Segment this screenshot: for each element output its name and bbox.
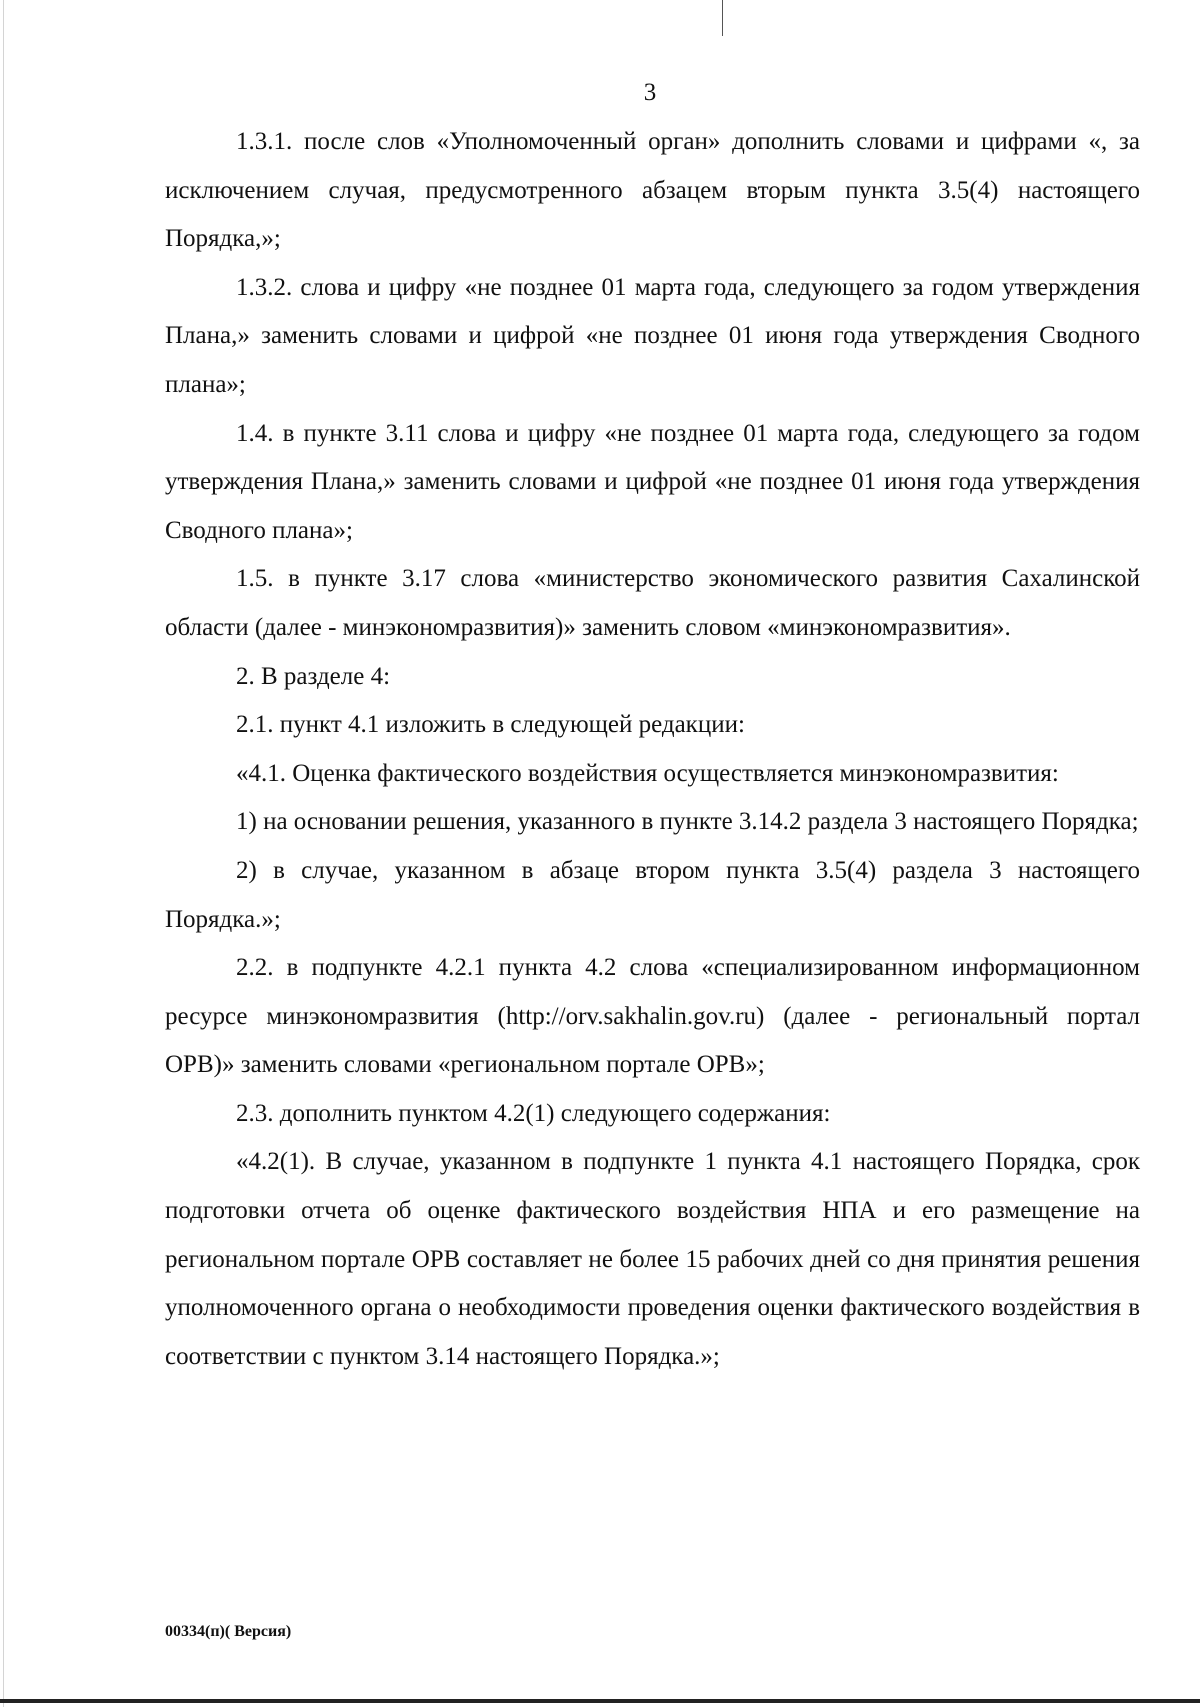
paragraph-1-4: 1.4. в пункте 3.11 слова и цифру «не позднее 01 марта года, следующего за годом утверждения Плана,» заменить словами и цифрой «не позднее 01 июня года утверждения Сводного плана»; xyxy=(165,419,1140,544)
paragraph-4-1-quote: «4.1. Оценка фактического воздействия осуществляется минэкономразвития: xyxy=(236,759,1059,787)
paragraph-1-3-1: 1.3.1. после слов «Уполномоченный орган» дополнить словами и цифрами «, за исключением случая, предусмотренного абзацем вторым пункта 3.5(4) настоящего Порядка,»; xyxy=(165,128,1140,253)
paragraph-item-1: 1) на основании решения, указанного в пункте 3.14.2 раздела 3 настоящего Порядка; xyxy=(236,808,1139,836)
paragraph-2: 2. В разделе 4: xyxy=(236,662,391,690)
page-number: 3 xyxy=(643,79,657,106)
paragraph-2-3: 2.3. дополнить пунктом 4.2(1) следующего содержания: xyxy=(236,1099,831,1127)
document-body xyxy=(165,118,1140,1381)
paragraph-4-2-1-quote: «4.2(1). В случае, указанном в подпункте 1 пункта 4.1 настоящего Порядка, срок подготовки отчета об оценке фактического воздействия НПА и его размещение на региональном портале ОРВ составляет не более 15 рабочих дней со дня принятия решения уполномоченного органа о необходимости проведения оценки фактического воздействия в соответствии с пунктом 3.14 настоящего Порядка.»; xyxy=(165,1148,1140,1370)
paragraph-item-2: 2) в случае, указанном в абзаце втором пункта 3.5(4) раздела 3 настоящего Порядка.»; xyxy=(165,856,1140,933)
document-footer-code: 00334(п)( Версия) xyxy=(165,1623,292,1640)
scan-top-mark xyxy=(722,0,723,36)
paragraph-1-3-2: 1.3.2. слова и цифру «не позднее 01 марта года, следующего за годом утверждения Плана,» заменить словами и цифрой «не позднее 01 июня года утверждения Сводного плана»; xyxy=(165,273,1140,398)
scan-edge-line xyxy=(3,0,4,1707)
scan-bottom-edge xyxy=(0,1699,1200,1703)
paragraph-2-1: 2.1. пункт 4.1 изложить в следующей редакции: xyxy=(236,711,745,739)
paragraph-2-2: 2.2. в подпункте 4.2.1 пункта 4.2 слова «специализированном информационном ресурсе минэкономразвития (http://orv.sakhalin.gov.ru) (далее - региональный портал ОРВ)» заменить словами «региональном портале ОРВ»; xyxy=(165,954,1140,1079)
paragraph-1-5: 1.5. в пункте 3.17 слова «министерство экономического развития Сахалинской области (далее - минэкономразвития)» заменить словом «минэкономразвития». xyxy=(165,565,1140,641)
